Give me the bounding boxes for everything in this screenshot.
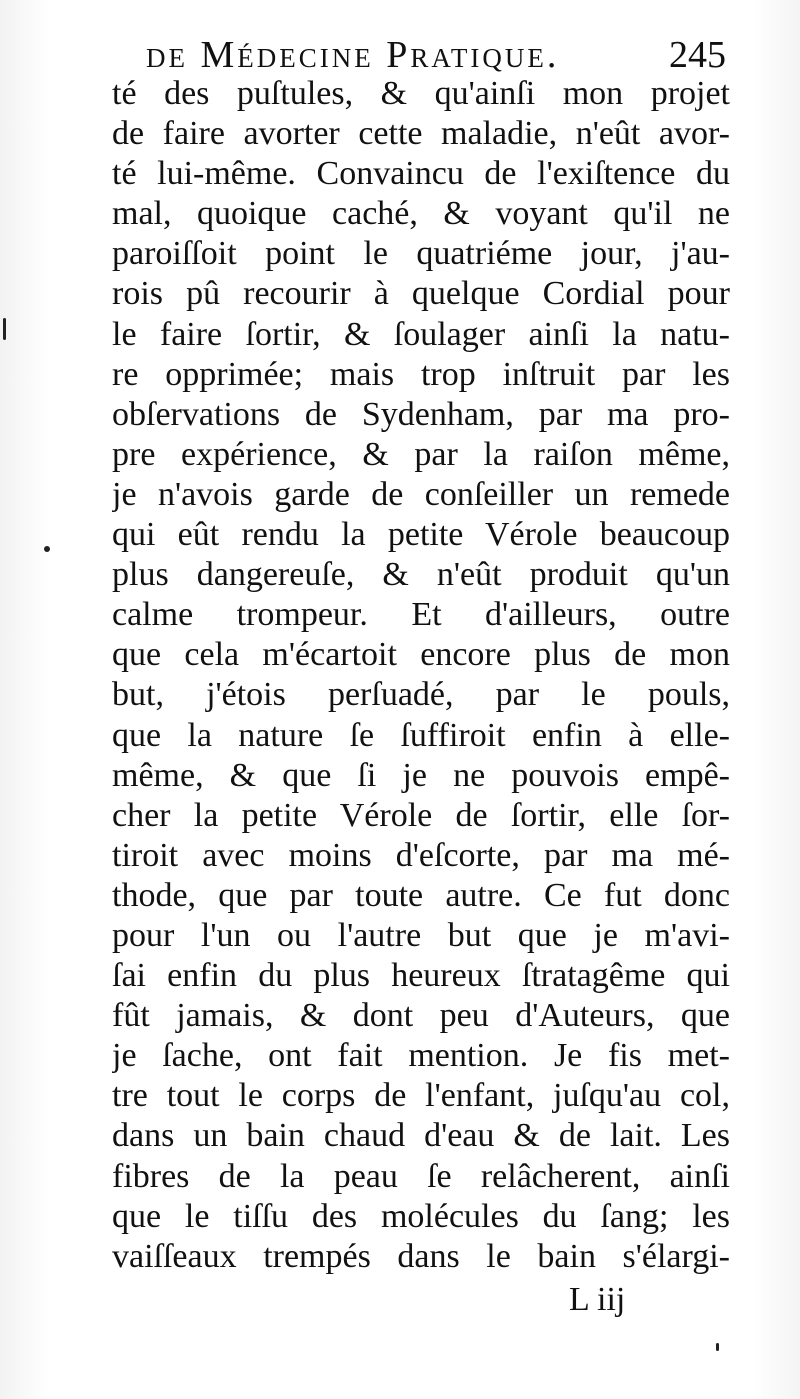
text-line: but, j'étois perſuadé, par le pouls, xyxy=(112,676,730,714)
text-line: que la nature ſe ſuffiroit enfin à elle- xyxy=(112,716,730,754)
page-header xyxy=(146,30,726,80)
text-line: que cela m'écartoit encore plus de mon xyxy=(112,636,730,674)
text-line: re opprimée; mais trop inſtruit par les xyxy=(112,355,730,393)
text-line: je n'avois garde de conſeiller un remede xyxy=(112,475,730,513)
text-line: té des puſtules, & qu'ainſi mon projet xyxy=(112,75,730,112)
text-line: ſai enfin du plus heureux ſtratagême qui xyxy=(112,957,730,995)
text-line: paroiſſoit point le quatriéme jour, j'au- xyxy=(112,235,730,273)
signature-mark: L iij xyxy=(569,1281,626,1318)
text-line: dans un bain chaud d'eau & de lait. Les xyxy=(112,1117,730,1155)
text-line: thode, que par toute autre. Ce fut donc xyxy=(112,876,730,914)
text-line: même, & que ſi je ne pouvois empê- xyxy=(112,756,730,794)
text-line: obſervations de Sydenham, par ma pro- xyxy=(112,395,730,433)
text-line: de faire avorter cette maladie, n'eût avor- xyxy=(112,115,730,153)
text-line: tiroit avec moins d'eſcorte, par ma mé- xyxy=(112,836,730,874)
ink-speck xyxy=(716,1343,719,1351)
text-line: plus dangereuſe, & n'eût produit qu'un xyxy=(112,556,730,594)
ink-speck xyxy=(3,318,6,340)
text-line: que le tiſſu des molécules du ſang; les xyxy=(112,1197,730,1235)
text-line: pour l'un ou l'autre but que je m'avi- xyxy=(112,916,730,954)
text-line: pre expérience, & par la raiſon même, xyxy=(112,435,730,473)
ink-speck xyxy=(44,546,50,552)
running-title: de Médecine Pratique. xyxy=(146,34,560,76)
text-line: le faire ſortir, & ſoulager ainſi la natu- xyxy=(112,315,730,353)
body-text xyxy=(112,74,730,1277)
text-line: fibres de la peau ſe relâcherent, ainſi xyxy=(112,1157,730,1195)
text-line: fût jamais, & dont peu d'Auteurs, que xyxy=(112,997,730,1035)
page-number: 245 xyxy=(669,34,726,76)
text-line: vaiſſeaux trempés dans le bain s'élargi- xyxy=(112,1237,730,1275)
text-line: mal, quoique caché, & voyant qu'il ne xyxy=(112,195,730,233)
text-line: té lui-même. Convaincu de l'exiſtence du xyxy=(112,155,730,193)
text-line: cher la petite Vérole de ſortir, elle ſor- xyxy=(112,796,730,834)
text-line: je ſache, ont fait mention. Je fis met- xyxy=(112,1037,730,1075)
text-line: rois pû recourir à quelque Cordial pour xyxy=(112,275,730,313)
text-line: calme trompeur. Et d'ailleurs, outre xyxy=(112,596,730,634)
text-line: qui eût rendu la petite Vérole beaucoup xyxy=(112,516,730,554)
text-line: tre tout le corps de l'enfant, juſqu'au col, xyxy=(112,1077,730,1115)
